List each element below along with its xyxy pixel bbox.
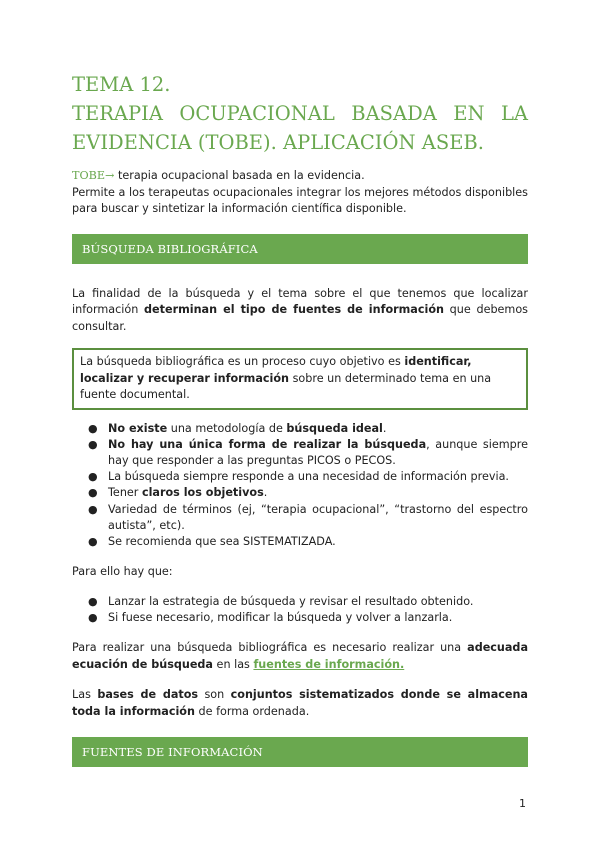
list-item (88, 610, 528, 626)
tobe-label: TOBE→ (72, 169, 115, 182)
item-text: La búsqueda siempre responde a una necesidad de información previa. (108, 470, 509, 484)
realizar-text-2: en las (213, 657, 254, 671)
list-item (88, 534, 528, 550)
bullet-icon: ● (88, 534, 98, 548)
item-text: , aunque siempre hay que responder a las preguntas PICOS o PECOS. (108, 437, 528, 467)
bullet-icon: ● (88, 594, 98, 608)
page-number: 1 (519, 797, 526, 810)
finalidad-paragraph (72, 286, 528, 336)
finalidad-text-1: La finalidad de la búsqueda y el tema sobre el que tenemos que localizar información (72, 286, 528, 316)
bullet-icon: ● (88, 437, 98, 451)
item-text: . (382, 421, 387, 435)
definition-text-2: sobre un determinado tema en una fuente documental. (80, 371, 492, 401)
definition-box (72, 348, 528, 410)
item-text: Variedad de términos (ej, “terapia ocupacional”, “trastorno del espectro autista”, etc). (108, 502, 528, 532)
tobe-text: terapia ocupacional basada en la evidencia. (114, 169, 365, 182)
tobe-definition (72, 168, 528, 185)
bases-text-2: son (198, 688, 231, 702)
item-bold: No hay una única forma de realizar la búsqueda (108, 437, 427, 451)
intro-paragraph: Permite a los terapeutas ocupacionales integrar los mejores métodos disponibles para buscar y sintetizar la información científica disponible. (72, 185, 528, 215)
item-text: . (263, 486, 268, 500)
item-bold: No existe (108, 421, 168, 435)
bullet-icon: ● (88, 470, 98, 484)
fuentes-link[interactable]: fuentes de información. (253, 657, 405, 671)
page-title (72, 70, 528, 157)
list-item (88, 421, 528, 437)
document-page (72, 70, 528, 767)
bases-bold-1: bases de datos (97, 688, 199, 702)
list-item (88, 594, 528, 610)
item-bold: búsqueda ideal (286, 421, 383, 435)
item-bold: claros los objetivos (141, 486, 264, 500)
bullet-icon: ● (88, 421, 98, 435)
para-ello-text: Para ello hay que: (72, 565, 173, 579)
title-line-2: TERAPIA OCUPACIONAL BASADA EN LA (72, 102, 528, 125)
bullet-list-pasos (72, 594, 528, 626)
list-item (88, 469, 528, 485)
bullet-icon: ● (88, 502, 98, 516)
realizar-bold: adecuada ecuación de búsqueda (72, 641, 528, 671)
bases-text-1: Las (72, 688, 98, 702)
title-line-3: EVIDENCIA (TOBE). APLICACIÓN ASEB. (72, 131, 484, 154)
bases-paragraph (72, 687, 528, 720)
realizar-text-1: Para realizar una búsqueda bibliográfica es necesario realizar una (72, 641, 468, 655)
bullet-list-busqueda (72, 421, 528, 551)
list-item (88, 502, 528, 534)
list-item (88, 485, 528, 501)
item-text: Lanzar la estrategia de búsqueda y revisar el resultado obtenido. (108, 594, 474, 608)
item-text: Tener (108, 486, 142, 500)
bases-bold-2: conjuntos sistematizados donde se almacena toda la información (72, 688, 528, 718)
bases-text-3: de forma ordenada. (194, 704, 310, 718)
finalidad-text-2: que debemos consultar. (72, 303, 529, 333)
list-item (88, 437, 528, 469)
item-text: una metodología de (167, 421, 287, 435)
bullet-icon: ● (88, 610, 98, 624)
section-heading-busqueda: BÚSQUEDA BIBLIOGRÁFICA (72, 234, 528, 264)
definition-text-1: La búsqueda bibliográfica es un proceso cuyo objetivo es (80, 355, 405, 368)
title-line-1: TEMA 12. (72, 73, 171, 96)
realizar-paragraph (72, 640, 528, 673)
definition-bold: identificar, localizar y recuperar información (80, 355, 472, 385)
item-text: Se recomienda que sea SISTEMATIZADA. (108, 534, 336, 548)
bullet-icon: ● (88, 486, 98, 500)
finalidad-bold: determinan el tipo de fuentes de información (144, 303, 444, 316)
item-text: Si fuese necesario, modificar la búsqueda y volver a lanzarla. (108, 610, 453, 624)
section-heading-fuentes: FUENTES DE INFORMACIÓN (72, 737, 528, 767)
